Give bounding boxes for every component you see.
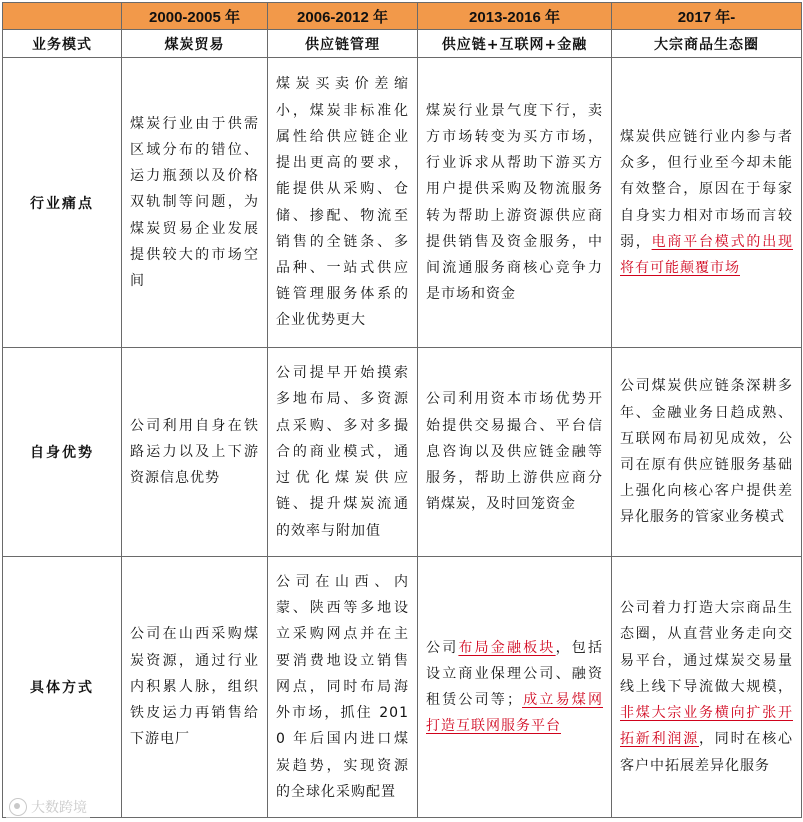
business-mode-row: [3, 30, 802, 58]
period-header: 2017 年-: [612, 3, 802, 30]
cell-text-part: 公司利用资本市场优势开始提供交易撮合、平台信息咨询以及供应链金融等服务，帮助上游供应商分销煤炭，及时回笼资金: [426, 391, 603, 513]
cell-text-part: 煤炭行业由于供需区域分布的错位、运力瓶颈以及价格双轨制等问题，为煤炭贸易企业发展提供较大的市场空间: [130, 115, 259, 289]
row-label: 具体方式: [3, 557, 122, 818]
table-row-pain-points: [3, 58, 802, 348]
cell-text-part: ，包括设立商业保理公司、融资租赁公司等；: [426, 639, 604, 708]
mode-header: 大宗商品生态圈: [612, 30, 802, 58]
table-cell: [612, 58, 802, 348]
mode-header: 供应链管理: [268, 30, 418, 58]
cell-text: [418, 98, 611, 308]
cell-text-part: 煤炭行业景气度下行，卖方市场转变为买方市场，行业诉求从帮助下游买方用户提供采购及物流服务转为帮助上游资源供应商提供销售及资金服务，中间流通服务商核心竞争力是市场和资金: [426, 102, 603, 303]
table-cell: [122, 348, 268, 557]
highlighted-text: 非煤大宗业务横向扩张开拓新利润源: [620, 705, 793, 748]
period-header: 2013-2016 年: [418, 3, 612, 30]
cell-text: [612, 595, 801, 778]
cell-text: [418, 386, 611, 517]
table-cell: [418, 557, 612, 818]
cell-text: [122, 413, 267, 492]
cell-text-part: 公司利用自身在铁路运力以及上下游资源信息优势: [130, 417, 259, 487]
table-cell: [418, 348, 612, 557]
highlighted-text: 布局金融板块: [458, 639, 556, 656]
watermark-logo-icon: [9, 798, 27, 816]
cell-text-part: 公司着力打造大宗商品生态圈，从直营业务走向交易平台，通过煤炭交易量线上线下导流做大规模，: [620, 600, 793, 695]
mode-row-label: 业务模式: [3, 30, 122, 58]
cell-text-part: 煤炭供应链行业内参与者众多，但行业至今却未能有效整合，原因在于每家自身实力相对市场而言较弱，: [620, 128, 793, 250]
table-cell: [122, 58, 268, 348]
period-header: 2000-2005 年: [122, 3, 268, 30]
row-label: 自身优势: [3, 348, 122, 557]
cell-text: [418, 635, 611, 740]
cell-text-part: 煤炭买卖价差缩小，煤炭非标准化属性给供应链企业提出更高的要求，能提供从采购、仓储、掺配、物流至销售的全链条、多品种、一站式供应链管理服务体系的企业优势更大: [276, 76, 409, 329]
cell-text-part: 公司在山西采购煤炭资源，通过行业内积累人脉，组织铁皮运力再销售给下游电厂: [130, 626, 259, 748]
cell-text: [268, 360, 417, 543]
period-header: 2006-2012 年: [268, 3, 418, 30]
cell-text-part: 公司提早开始摸索多地布局、多资源点采购、多对多撮合的商业模式，通过优化煤炭供应链、提升煤炭流通的效率与附加值: [276, 365, 409, 539]
cell-text-part: 公司在山西、内蒙、陕西等多地设立采购网点并在主要消费地设立销售网点，同时布局海外市场，抓住 2010 年后国内进口煤炭趋势，实现资源的全球化采购配置: [276, 574, 409, 800]
table-cell: [268, 348, 418, 557]
corner-cell: [3, 3, 122, 30]
table-cell: [612, 348, 802, 557]
cell-text: [268, 71, 417, 333]
mode-header: 煤炭贸易: [122, 30, 268, 58]
cell-text: [612, 124, 801, 281]
cell-text: [612, 373, 801, 530]
highlighted-text: 成立易煤网打造互联网服务平台: [426, 692, 603, 735]
period-header-row: [3, 3, 802, 30]
table-cell: [418, 58, 612, 348]
cell-text: [122, 111, 267, 294]
business-model-table: [2, 2, 802, 818]
cell-text: [268, 569, 417, 805]
cell-text-part: ，同时在核心客户中拓展差异化服务: [620, 731, 793, 774]
cell-text-part: 公司煤炭供应链条深耕多年、金融业务日趋成熟、互联网布局初见成效，公司在原有供应链服务基础上强化向核心客户提供差异化服务的管家业务模式: [620, 378, 793, 526]
highlighted-text: 电商平台模式的出现将有可能颠覆市场: [620, 233, 794, 276]
watermark: [6, 796, 90, 818]
table-cell: [122, 557, 268, 818]
cell-text-part: 公司: [426, 639, 459, 656]
table-cell: [268, 557, 418, 818]
table-row-methods: [3, 557, 802, 818]
table-cell: [268, 58, 418, 348]
table-row-advantages: [3, 348, 802, 557]
table-cell: [612, 557, 802, 818]
cell-text: [122, 621, 267, 752]
mode-header: 供应链+互联网+金融: [418, 30, 612, 58]
row-label: 行业痛点: [3, 58, 122, 348]
watermark-text: 大数跨境: [31, 800, 87, 816]
